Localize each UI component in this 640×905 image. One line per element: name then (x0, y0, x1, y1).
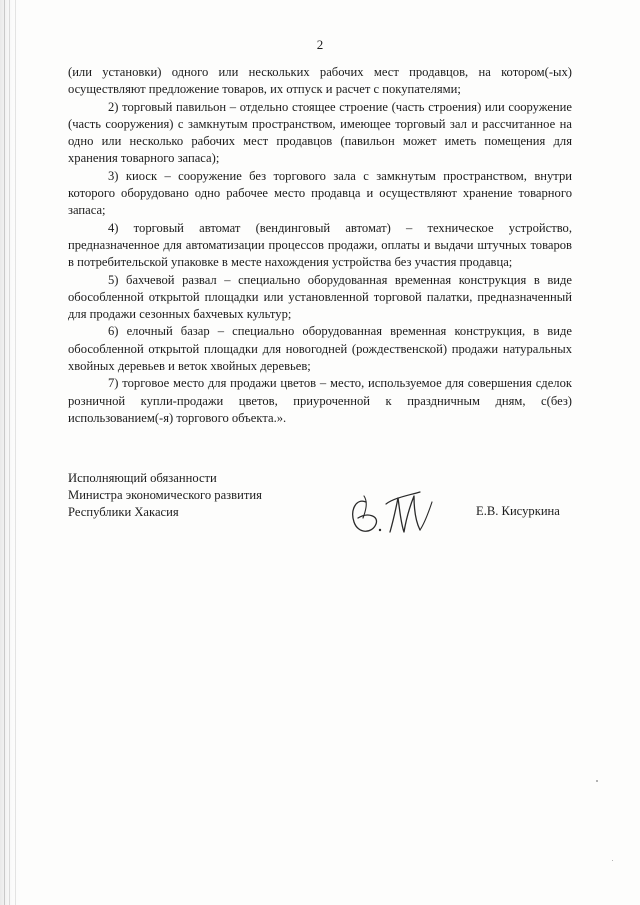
page-number: 2 (316, 37, 324, 52)
position-line: Исполняющий обязанности (68, 471, 217, 485)
paragraph-item-6: 6) елочный базар – специально оборудованная временная конструкция, в виде обособленной открытой площадки для новогодней (рождественской) продажи натуральных хвойных деревьев и веток хвойных деревьев; (68, 324, 572, 374)
paragraph-item-4: 4) торговый автомат (вендинговый автомат) – техническое устройство, предназначенное для автоматизации процессов продажи, оплаты и выдачи штучных товаров в потребительской упаковке в месте нахождения устройства без участия продавца; (68, 220, 572, 270)
scan-edge-line (4, 0, 5, 905)
paragraph-item-5: 5) бахчевой развал – специально оборудованная временная конструкция в виде обособленной открытой площадки или установленной торговой палатки, предназначенный для продажи сезонных бахчевых культур; (68, 272, 572, 322)
document-body (68, 64, 572, 427)
scan-edge-line (9, 0, 10, 905)
signatory-position (68, 470, 262, 521)
signer-name: Е.В. Кисуркина (476, 504, 560, 518)
scan-edge-line (15, 0, 16, 905)
position-line: Республики Хакасия (68, 505, 179, 519)
handwritten-signature (346, 488, 438, 540)
paragraph-item-7: 7) торговое место для продажи цветов – место, используемое для совершения сделок розничной купли-продажи цветов, приуроченной к праздничным дням, с(без) использованием(-я) торгового объекта.». (68, 376, 572, 425)
scan-speck (612, 860, 613, 861)
paragraph-continuation: (или установки) одного или нескольких рабочих мест продавцов, на котором(-ых) осуществляют предложение товаров, их отпуск и расчет с покупателями; (68, 65, 572, 97)
scan-speck (596, 780, 598, 782)
paragraph-item-2: 2) торговый павильон – отдельно стоящее строение (часть строения) или сооружение (часть сооружения) с замкнутым пространством, имеющее торговый зал и рассчитанное на одно или несколько рабочих мест продавцов (павильон может иметь помещения для хранения товарного запаса); (68, 99, 572, 166)
position-line: Министра экономического развития (68, 488, 262, 502)
paragraph-item-3: 3) киоск – сооружение без торгового зала с замкнутым пространством, внутри которого оборудовано одно рабочее место продавца и осуществляют хранение товарного запаса; (68, 168, 572, 218)
